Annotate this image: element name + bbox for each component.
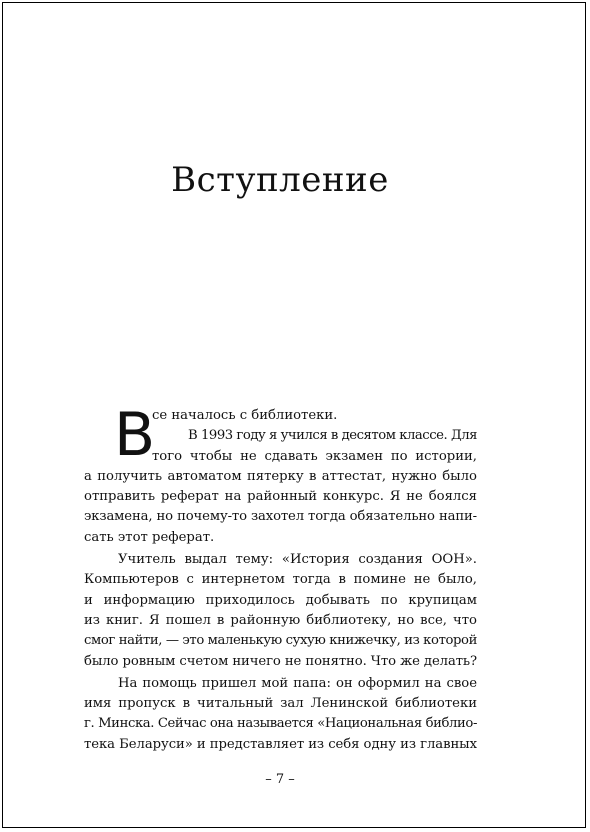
text-line: того чтобы не сдавать экзамен по истории, bbox=[152, 448, 477, 464]
text-line: Учитель выдал тему: «История создания ООН». bbox=[118, 552, 477, 568]
text-line: се началось с библиотеки. bbox=[152, 408, 338, 423]
text-line: г. Минска. Сейчас она называется «Национальная библио- bbox=[84, 716, 477, 732]
text-line: Компьютеров с интернетом тогда в помине не было, bbox=[84, 572, 477, 588]
text-line: имя пропуск в читальный зал Ленинской библиотеки bbox=[84, 696, 477, 712]
text-line: На помощь пришел мой папа: он оформил на свое bbox=[118, 675, 477, 691]
text-line: а получить автоматом пятерку в аттестат, нужно было bbox=[84, 468, 477, 484]
drop-cap: В bbox=[114, 400, 156, 470]
text-line: и информацию приходилось добывать по крупицам bbox=[84, 592, 477, 608]
first-paragraph bbox=[84, 400, 477, 548]
third-paragraph bbox=[84, 674, 477, 755]
text-line: тека Беларуси» и представляет из себя одну из главных bbox=[84, 736, 477, 752]
page-number: – 7 – bbox=[265, 772, 295, 787]
text-line: В 1993 году я учился в десятом классе. Для bbox=[188, 428, 477, 444]
chapter-title: Вступление bbox=[171, 160, 389, 200]
text-line: было ровным счетом ничего не понятно. Что же делать? bbox=[84, 653, 477, 669]
text-line: смог найти, — это маленькую сухую книжечку, из которой bbox=[84, 633, 477, 649]
text-line: сать этот реферат. bbox=[84, 529, 215, 545]
second-paragraph bbox=[84, 550, 477, 672]
text-line: отправить реферат на районный конкурс. Я не боялся bbox=[84, 489, 477, 505]
text-line: экзамена, но почему-то захотел тогда обязательно напи- bbox=[84, 509, 477, 525]
body-text bbox=[84, 400, 477, 755]
text-line: из книг. Я пошел в районную библиотеку, но все, что bbox=[84, 612, 477, 628]
